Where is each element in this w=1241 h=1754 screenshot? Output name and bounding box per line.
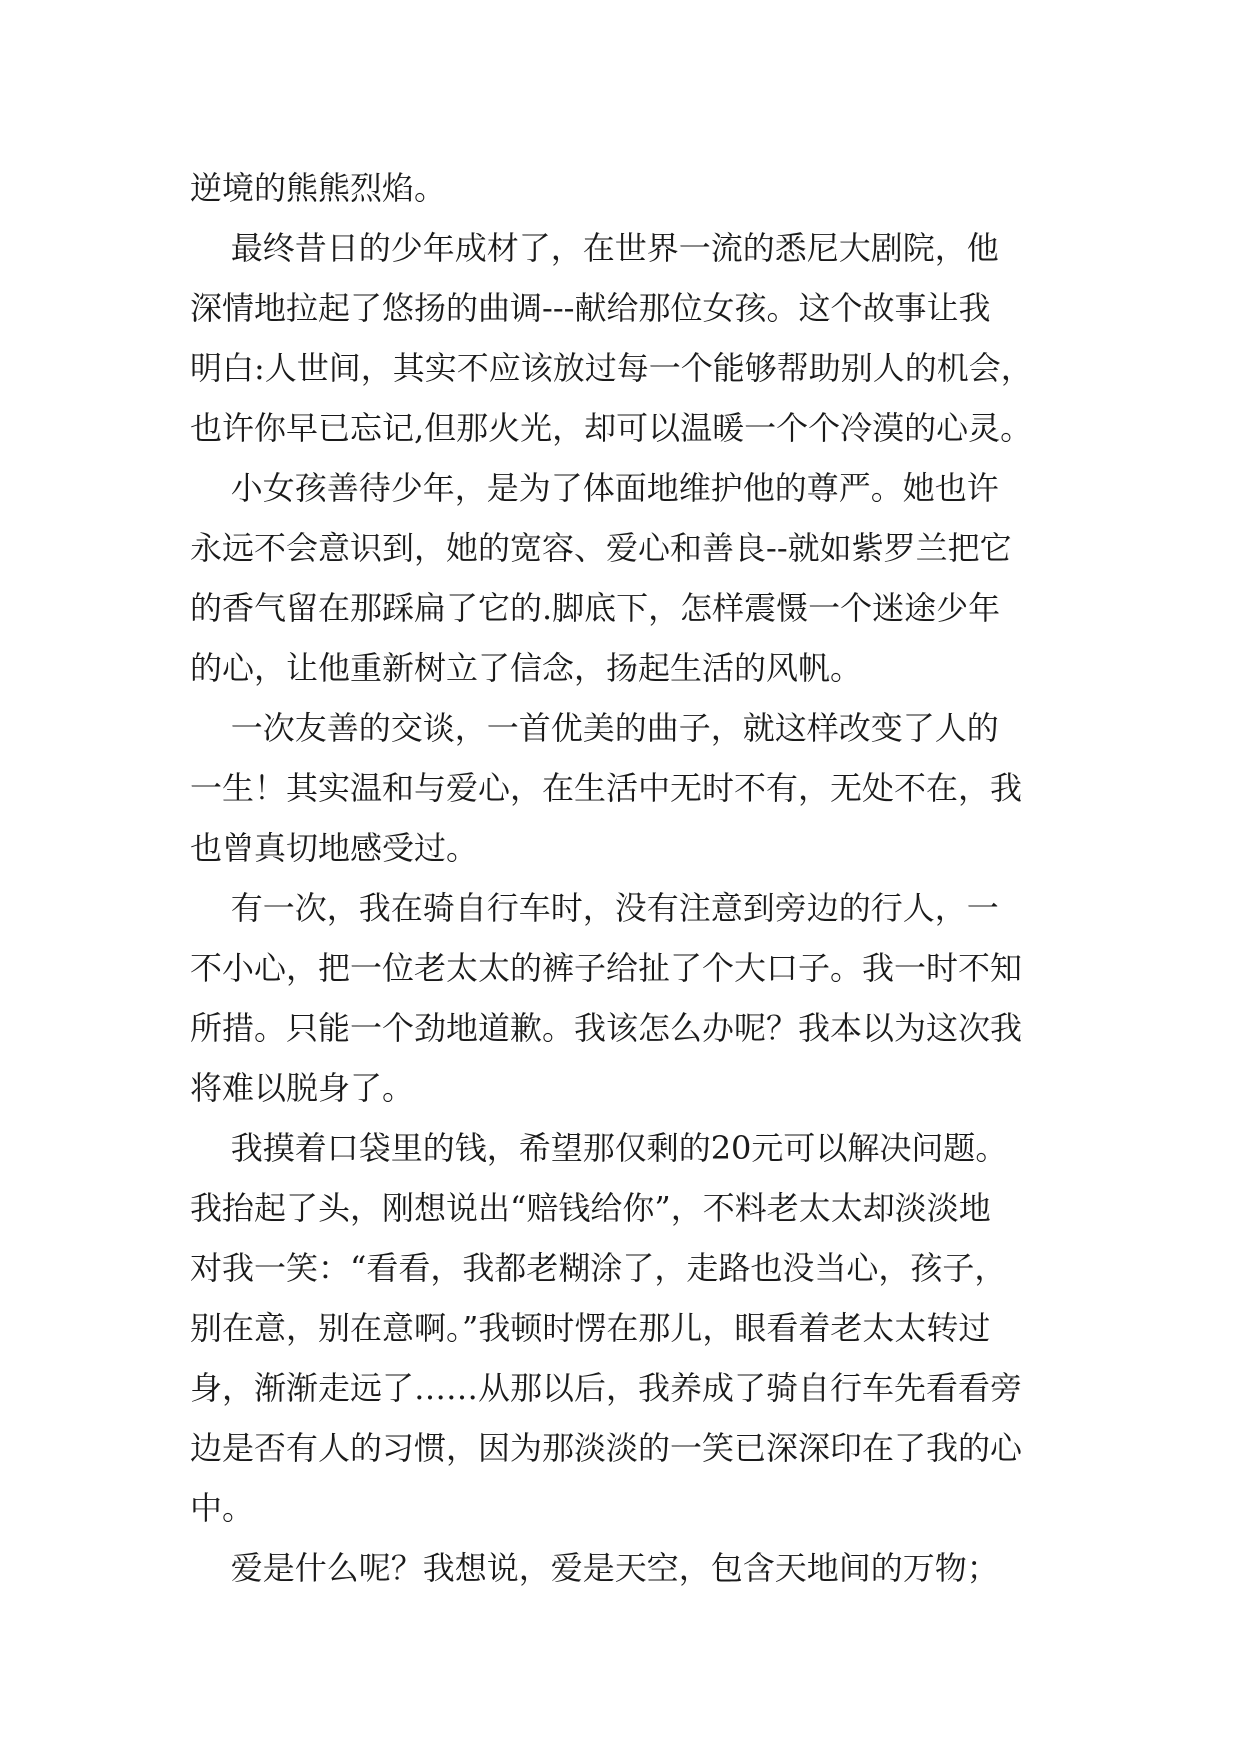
text-line: 逆境的熊熊烈焰。: [190, 169, 447, 207]
text-line: 永远不会意识到，她的宽容、爱心和善良--就如紫罗兰把它: [190, 529, 1012, 567]
text-line: 边是否有人的习惯，因为那淡淡的一笑已深深印在了我的心: [190, 1429, 1023, 1467]
text-line: 不小心，把一位老太太的裤子给扯了个大口子。我一时不知: [190, 949, 1023, 987]
text-line: 深情地拉起了悠扬的曲调---献给那位女孩。这个故事让我: [190, 289, 991, 327]
text-line: 身，渐渐走远了……从那以后，我养成了骑自行车先看看旁: [190, 1369, 1023, 1407]
text-line: 的心，让他重新树立了信念，扬起生活的风帆。: [190, 649, 863, 687]
text-line: 别在意，别在意啊。”我顿时愣在那儿，眼看着老太太转过: [190, 1309, 991, 1347]
text-line: 一次友善的交谈，一首优美的曲子，就这样改变了人的: [190, 709, 999, 747]
text-line: 明白:人世间，其实不应该放过每一个能够帮助别人的机会，: [190, 349, 1033, 387]
text-line: 我摸着口袋里的钱，希望那仅剩的20元可以解决问题。: [190, 1129, 1008, 1167]
text-line: 小女孩善待少年，是为了体面地维护他的尊严。她也许: [190, 469, 999, 507]
text-line: 我抬起了头，刚想说出“赔钱给你”，不料老太太却淡淡地: [190, 1189, 991, 1227]
text-line: 将难以脱身了。: [190, 1069, 415, 1107]
text-line: 的香气留在那踩扁了它的.脚底下，怎样震慑一个迷途少年: [190, 589, 1001, 627]
text-line: 也许你早已忘记,但那火光，却可以温暖一个个冷漠的心灵。: [190, 409, 1033, 447]
text-line: 最终昔日的少年成材了，在世界一流的悉尼大剧院，他: [190, 229, 999, 267]
text-line: 所措。只能一个劲地道歉。我该怎么办呢？我本以为这次我: [190, 1009, 1023, 1047]
text-line: 中。: [190, 1489, 255, 1527]
body-text: [190, 158, 1090, 1598]
text-line: 爱是什么呢？我想说，爱是天空，包含天地间的万物；: [190, 1549, 999, 1587]
text-line: 也曾真切地感受过。: [190, 829, 479, 867]
text-line: 对我一笑：“看看，我都老糊涂了，走路也没当心，孩子，: [190, 1249, 1007, 1287]
text-line: 一生！其实温和与爱心，在生活中无时不有，无处不在，我: [190, 769, 1023, 807]
text-line: 有一次，我在骑自行车时，没有注意到旁边的行人，一: [190, 889, 999, 927]
